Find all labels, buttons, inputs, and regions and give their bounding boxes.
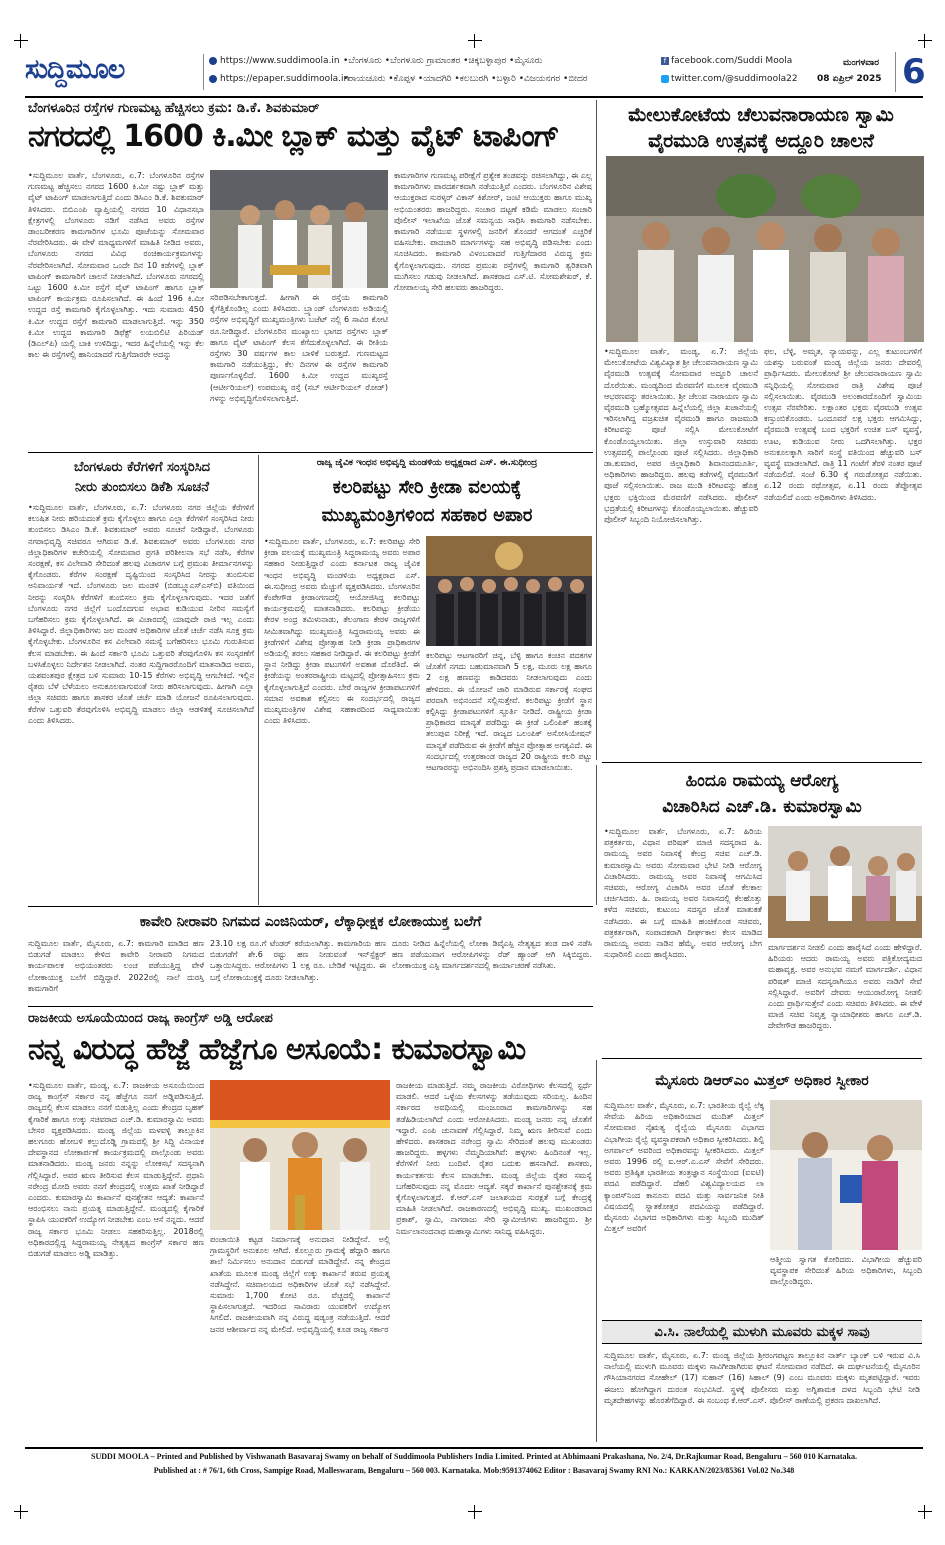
drm-photo (770, 1100, 922, 1250)
section-rule (28, 1006, 593, 1007)
column-divider (596, 100, 597, 760)
drm-headline: ಮೈಸೂರು ಡಿಆರ್‌ಎಂ ಮಿತ್ತಲ್ ಅಧಿಕಾರ ಸ್ವೀಕಾರ (655, 1073, 869, 1089)
imprint-line-1: SUDDI MOOLA – Printed and Published by Vishwanath Basavaraj Swamy on behalf of Suddimoola Publishers India Limited. Printed at Abhimaani Prakashana, No. 2/4, Dr.Rajkumar Road, Bengaluru – 560 010 Karnataka. (91, 1452, 857, 1461)
weekday: ಮಂಗಳವಾರ (843, 58, 880, 68)
melukote-headline-1: ಮೇಲುಕೋಟೆಯ ಚೆಲುವನಾರಾಯಣ ಸ್ವಾಮಿ (628, 104, 894, 126)
crop-mark (468, 34, 482, 48)
lead-headline: ನಗರದಲ್ಲಿ 1600 ಕಿ.ಮೀ ಬ್ಲಾಕ್ ಮತ್ತು ವೈಟ್ ಟಾಪಿಂಗ್ (28, 119, 559, 154)
issue-date: 08 ಏಪ್ರಿಲ್ 2025 (817, 74, 882, 84)
section-rule (28, 906, 593, 907)
hdk-kicker: ರಾಜಕೀಯ ಅಸೂಯೆಯಿಂದ ರಾಜ್ಯ ಕಾಂಗ್ರೆಸ್ ಅಡ್ಡಿ ಆರೋಪ (28, 1011, 273, 1026)
page-number: 6 (895, 52, 923, 92)
melukote-headline-2: ವೈರಮುಡಿ ಉತ್ಸವಕ್ಕೆ ಅದ್ದೂರಿ ಚಾಲನೆ (648, 130, 874, 152)
kaveri-body-col1: ಸುದ್ದಿಮೂಲ ವಾರ್ತೆ, ಮೈಸೂರು, ಏ.7: ಕಾಮಗಾರಿ ಮಾಡಿದ ಹಣ ಬಿಡುಗಡೆ ಮಾಡಲು ಕೇಳಿದ ಕಾವೇರಿ ನೀರಾವರಿ ನಿಗಮದ ಕಾರ್ಯಪಾಲಕ ಅಭಿಯಂತರರು ಲಂಚ ಪಡೆಯುತ್ತಿದ್ದ ವೇಳೆ ಲೋಕಾಯುಕ್ತ ಬಲೆಗೆ ಬಿದ್ದಿದ್ದಾರೆ. 2022ರಲ್ಲಿ ನಾಲೆ ದುರಸ್ತಿ ಕಾಮಗಾರಿಗೆ (28, 939, 204, 993)
crop-mark (14, 1505, 28, 1519)
melukote-body-col1: •ಸುದ್ದಿಮೂಲ ವಾರ್ತೆ, ಮಂಡ್ಯ, ಏ.7: ಜಿಲ್ಲೆಯ ಮೇಲುಕೋಟೆಯ ವಿಶ್ವವಿಖ್ಯಾತ ಶ್ರೀ ಚೆಲುವನಾರಾಯಣ ಸ್ವಾಮಿ ವೈರಮುಡಿ ಉತ್ಸವಕ್ಕೆ ಸೋಮವಾರ ಅದ್ದೂರಿ ಚಾಲನೆ ದೊರೆಯಿತು. ಮಂಡ್ಯದಿಂದ ಮೆರವಣಿಗೆ ಮೂಲಕ ವೈರಮುಡಿ ಆಭರಣವನ್ನು ತರಲಾಯಿತು. ಶ್ರೀ ಚೆಲುವ ನಾರಾಯಣ ಸ್ವಾಮಿ ವೈರಮುಡಿ ಬ್ರಹ್ಮೋತ್ಸವದ ಹಿನ್ನೆಲೆಯಲ್ಲಿ ಜಿಲ್ಲಾ ಖಜಾನೆಯಲ್ಲಿ ಇರಿಸಲಾಗಿದ್ದ ವಜ್ರಖಚಿತ ವೈರಮುಡಿ ಹಾಗೂ ರಾಜಮುಡಿ ಕಿರೀಟವನ್ನು ಪೂಜೆ ಸಲ್ಲಿಸಿ ಮೇಲುಕೋಟೆಗೆ ಕೊಂಡೊಯ್ಯಲಾಯಿತು. ಜಿಲ್ಲಾ ಉಸ್ತುವಾರಿ ಸಚಿವರು ಉತ್ಸವದಲ್ಲಿ ಪಾಲ್ಗೊಂಡು ಪೂಜೆ ಸಲ್ಲಿಸಿದರು. ಜಿಲ್ಲಾಧಿಕಾರಿ ಡಾ.ಕುಮಾರ, ಅಪರ ಜಿಲ್ಲಾಧಿಕಾರಿ ಶಿವಾನಂದಮೂರ್ತಿ, ಅಧಿಕಾರಿಗಳು ಹಾಜರಿದ್ದರು. ಹಲವು ಕಡೆಗಳಲ್ಲಿ ವೈರಮುಡಿಗೆ ಪೂಜೆ ಸಲ್ಲಿಸಲಾಯಿತು. ರಾಜ ಮುಡಿ ಕಿರೀಟವನ್ನು ಹೊತ್ತ ಭಕ್ತರು ಭಕ್ತಿಯಿಂದ ಮೆರವಣಿಗೆ ನಡೆಸಿದರು. ಪೊಲೀಸ್ ಭದ್ರತೆಯಲ್ಲಿ ಕಿರೀಟಗಳನ್ನು ಕೊಂಡೊಯ್ಯಲಾಯಿತು. ಹೆಚ್ಚುವರಿ ಪೊಲೀಸ್ ಸಿಬ್ಬಂದಿ ನಿಯೋಜಿಸಲಾಗಿತ್ತು. (604, 347, 758, 525)
city-editions-1: •ಬೆಂಗಳೂರು •ಬೆಂಗಳೂರು ಗ್ರಾಮಾಂತರ •ಚಿಕ್ಕಬಳ್ಳಾಪುರ •ಮೈಸೂರು (343, 56, 543, 66)
column-divider (596, 1060, 597, 1442)
hdk-body-col2: ಪಂಚಾಯಿತಿ ಕಟ್ಟಡ ನಿರ್ಮಾಣಕ್ಕೆ ಅನುದಾನ ನೀಡಿದ್ದೇನೆ. ಅಲ್ಲಿ ಗ್ರಾಮಸ್ಥರಿಗೆ ಅನುಕೂಲ ಆಗಿದೆ. ಕೊಲ್ಲೂರು ಗ್ರಾಮಕ್ಕೆ ಹೆದ್ದಾರಿ ಹಾಗೂ ಶಾಲೆ ನಿರ್ಮಿಸಲು ಅನುದಾನ ಬಿಡುಗಡೆ ಮಾಡಿದ್ದೇನೆ. ನನ್ನ ಕೇಂದ್ರದ ಖಾತೆಯ ಮೂಲಕ ಮಂಡ್ಯ ಜಿಲ್ಲೆಗೆ ಉಕ್ಕು ಕಾರ್ಖಾನೆ ತರುವ ಪ್ರಯತ್ನ ನಡೆಸಿದ್ದೇನೆ. ಸಚಿವಾಲಯದ ಅಧಿಕಾರಿಗಳ ಜೊತೆ ಸಭೆ ನಡೆಸಿದ್ದೇನೆ. ಸುಮಾರು 1,700 ಕೋಟಿ ರೂ. ವೆಚ್ಚದಲ್ಲಿ ಕಾರ್ಖಾನೆ ಸ್ಥಾಪಿಸಲಾಗುತ್ತದೆ. ಇದರಿಂದ ಸಾವಿರಾರು ಯುವಕರಿಗೆ ಉದ್ಯೋಗ ಸಿಗಲಿದೆ. ರಾಜಕೀಯವಾಗಿ ನನ್ನ ವಿರುದ್ಧ ಷಡ್ಯಂತ್ರ ನಡೆಯುತ್ತಿದೆ. ಆದರೆ ಜನರ ಆಶೀರ್ವಾದ ನನ್ನ ಮೇಲಿದೆ. ಅಭಿವೃದ್ಧಿಯಲ್ಲಿ ಕೂಡ ರಾಜ್ಯ ಸರ್ಕಾರ (210, 1235, 390, 1334)
sports-headline-2: ಮುಖ್ಯಮಂತ್ರಿಗಳಿಂದ ಸಹಕಾರ ಅಪಾರ (321, 505, 533, 526)
vc-box (602, 1320, 922, 1442)
crop-mark (14, 34, 28, 48)
drm-photo-art (770, 1100, 922, 1250)
masthead-rule (25, 96, 923, 98)
kaveri-headline: ಕಾವೇರಿ ನೀರಾವರಿ ನಿಗಮದ ಎಂಜಿನಿಯರ್, ಲೆಕ್ಕಾಧೀಕ್ಷಕ ಲೋಕಾಯುಕ್ತ ಬಲೆಗೆ (139, 914, 482, 930)
lakes-headline-1: ಬೆಂಗಳೂರು ಕೆರೆಗಳಿಗೆ ಸಂಸ್ಕರಿಸಿದ (73, 460, 210, 475)
kaveri-body-col3: ದೂರು ನೀಡಿದ ಹಿನ್ನೆಲೆಯಲ್ಲಿ ಲೋಕಾ ಡಿವೈಎಸ್ಪಿ ನೇತೃತ್ವದ ತಂಡ ದಾಳಿ ನಡೆಸಿ ಹಣ ಪಡೆಯುವಾಗ ಆರೋಪಿಗಳನ್ನು ರೆಡ್ ಹ್ಯಾಂಡ್ ಆಗಿ ಸಿಕ್ಕಿಬಿದ್ದರು. ಲೋಕಾಯುಕ್ತ ಎಸ್ಪಿ ಮಾರ್ಗದರ್ಶನದಲ್ಲಿ ಕಾರ್ಯಾಚರಣೆ ನಡೆಸಿತು. (392, 939, 592, 971)
melukote-photo-art (606, 156, 924, 342)
column-divider (596, 765, 597, 905)
hdk-photo-art (210, 1080, 390, 1230)
facebook-icon: f (661, 57, 669, 65)
twitter-icon (661, 75, 669, 83)
column-divider (258, 455, 259, 905)
hd-headline-2: ವಿಚಾರಿಸಿದ ಎಚ್.ಡಿ. ಕುಮಾರಸ್ವಾಮಿ (662, 797, 862, 817)
hd-photo (768, 826, 922, 938)
crop-mark (918, 34, 932, 48)
website-link[interactable]: https://www.suddimoola.in (209, 56, 340, 66)
city-editions-2: •ರಾಯಚೂರು •ಕೊಪ್ಪಳ •ಯಾದಗಿರಿ •ಕಲಬುರಗಿ •ಬಳ್ಳಾರಿ •ವಿಜಯನಗರ •ಬೀದರ (343, 74, 588, 84)
epaper-link[interactable]: https://epaper.suddimoola.in (209, 74, 349, 84)
hdk-body-col3: ರಾಜಕೀಯ ಮಾಡುತ್ತಿದೆ. ನಮ್ಮ ರಾಜಕೀಯ ವಿರೋಧಿಗಳು ಕೆಲಸದಲ್ಲಿ ಸ್ಪರ್ಧೆ ಮಾಡಲಿ. ಆದರೆ ಒಳ್ಳೆಯ ಕೆಲಸಗಳನ್ನು ತಡೆಯುವುದು ಸರಿಯಲ್ಲ. ಹಿಂದಿನ ಸರ್ಕಾರದ ಅವಧಿಯಲ್ಲಿ ಮಂಜೂರಾದ ಕಾಮಗಾರಿಗಳನ್ನು ಸಹ ತಡೆಹಿಡಿಯಲಾಗಿದೆ ಎಂದು ಆರೋಪಿಸಿದರು. ಮಂಡ್ಯ ಜನರು ನನ್ನ ಜೊತೆಗೆ ಇದ್ದಾರೆ. ಎಂಪಿ ಚುನಾವಣೆ ಗೆಲ್ಲಿಸಿದ್ದಾರೆ. ನಿಮ್ಮ ಋಣ ತೀರಿಸುವೆ ಎಂದು ಹೇಳಿದರು. ಶಾಸಕರಾದ ನರೇಂದ್ರ ಸ್ವಾಮಿ ಸೇರಿದಂತೆ ಹಲವು ಮುಖಂಡರು ಹಾಜರಿದ್ದರು. ಹಳ್ಳಗಳು ನೆಮ್ಮದಿಯಾಗಿವೆ: ಹಳ್ಳಗಳು ಹಿಂದಿನಂತೆ ಇಲ್ಲ. ಕೆರೆಗಳಿಗೆ ನೀರು ಬಂದಿವೆ. ರೈತರ ಬದುಕು ಹಸನಾಗಿದೆ. ಶಾಸಕರು, ಕಾರ್ಯಕರ್ತರು ಕೆಲಸ ಮಾಡಬೇಕು. ಮಂಡ್ಯ ಜಿಲ್ಲೆಯ ರೈತರ ಸಮಸ್ಯೆ ಬಗೆಹರಿಸುವುದು ನನ್ನ ಮೊದಲ ಆದ್ಯತೆ. ಸಕ್ಕರೆ ಕಾರ್ಖಾನೆ ಪುನಶ್ಚೇತನಕ್ಕೆ ಕ್ರಮ ಕೈಗೊಳ್ಳಲಾಗುತ್ತದೆ. ಕೆ.ಆರ್.ಎಸ್ ಜಲಾಶಯದ ಸುರಕ್ಷತೆ ಬಗ್ಗೆ ಕೇಂದ್ರಕ್ಕೆ ಮಾಹಿತಿ ನೀಡಲಾಗಿದೆ. ರಾಜಕಾರಣದಲ್ಲಿ ಅಭಿವೃದ್ಧಿ ಮುಖ್ಯ. ಮುಖಂಡರಾದ ಪ್ರಕಾಶ್, ಸ್ವಾಮಿ, ನಾಗರಾಜು ಸೇರಿ ಸ್ವಾಮೀಜಿಗಳು ಹಾಜರಿದ್ದರು. ಶ್ರೀ ನಿರ್ಮಲಾನಂದನಾಥ ಮಹಾಸ್ವಾಮಿಗಳು ಸಾನಿಧ್ಯ ವಹಿಸಿದ್ದರು. (396, 1081, 592, 1236)
facebook-link[interactable]: f facebook.com/Suddi Moola (661, 56, 792, 66)
section-rule (602, 1058, 922, 1059)
twitter-link[interactable]: twitter.com/@suddimoola22 (661, 74, 798, 84)
sports-headline-1: ಕಲರಿಪಟ್ಟು ಸೇರಿ ಕ್ರೀಡಾ ವಲಯಕ್ಕೆ (332, 477, 522, 498)
melukote-photo (606, 156, 924, 342)
imprint-line-2: Published at : # 76/1, 6th Cross, Sampige Road, Malleswaram, Bengaluru – 560 003. Karnataka. Mob:9591374062 Editor : Basavaraj Swamy RNI No.: KARKAN/2023/85361 Vol.02 No.348 (153, 1466, 795, 1475)
sports-body-col2: ಕಲರಿಪಟ್ಟು ಆಟಗಾರರಿಗೆ ಚಿನ್ನ, ಬೆಳ್ಳಿ ಹಾಗೂ ಕಂಚಿನ ಪದಕಗಳ ಜೊತೆಗೆ ನಗದು ಬಹುಮಾನವಾಗಿ 5 ಲಕ್ಷ, ಮೂರು ಲಕ್ಷ ಹಾಗೂ 2 ಲಕ್ಷ ಹಣವನ್ನು ಕಾಡಿದವರು ನೀಡಲಾಗುವುದು ಎಂದು ಹೇಳಿದರು. ಈ ಯೋಜನೆ ಜಾರಿ ಮಾಡಿರುವ ಸರ್ಕಾರಕ್ಕೆ ಸಂಘದ ಪರವಾಗಿ ಅಭಿನಂದನೆ ಸಲ್ಲಿಸುತ್ತೇವೆ. ಕಲರಿಪಟ್ಟು ಕ್ರೀಡೆಗೆ ಸ್ಥಾನ ಕಲ್ಪಿಸಿದ್ದು ಕ್ರೀಡಾಪಟುಗಳಿಗೆ ಸ್ಪೂರ್ತಿ ನೀಡಿದೆ. ರಾಷ್ಟ್ರೀಯ ಕ್ರೀಡಾ ಪ್ರಾಧಿಕಾರದ ಮಾನ್ಯತೆ ಪಡೆದಿದ್ದು ಈ ಕ್ರೀಡೆ ಒಲಿಂಪಿಕ್ ಹಂತಕ್ಕೆ ತಲುಪುವ ನಿರೀಕ್ಷೆ ಇದೆ. ರಾಜ್ಯದ ಒಲಂಪಿಕ್ ಅಸೋಸಿಯೇಷನ್ ಮಾನ್ಯತೆ ಪಡೆದಿರುವ ಈ ಕ್ರೀಡೆಗೆ ಹೆಚ್ಚಿನ ಪ್ರೋತ್ಸಾಹ ಅಗತ್ಯವಿದೆ. ಈ ಸಂದರ್ಭದಲ್ಲಿ ಉತ್ತರಕಾಂಡ ರಾಜ್ಯದ 20 ರಾಷ್ಟ್ರೀಯ ಕಲರಿ ಪಟ್ಟು ಆಟಗಾರರನ್ನು ಅಭಿನಂದಿಸಿ ಪ್ರಶಸ್ತಿ ಪ್ರದಾನ ಮಾಡಲಾಯಿತು. (426, 651, 592, 773)
section-rule (602, 762, 922, 763)
lead-body-col3: ಕಾಮಗಾರಿಗಳ ಗುಣಮಟ್ಟ ಪರೀಕ್ಷೆಗೆ ಪ್ರತ್ಯೇಕ ತಂಡವನ್ನು ರಚಿಸಲಾಗಿದ್ದು, ಈ ಎಲ್ಲ ಕಾಮಗಾರಿಗಳು ಪಾರದರ್ಶಕವಾಗಿ ನಡೆಯುತ್ತಿವೆ ಎಂದರು. ಬೆಂಗಳೂರಿನ ವಿಶೇಷ ಆಯುಕ್ತರಾದ ಸುರಳ್ಕರ್ ವಿಕಾಸ್ ಕಿಶೋರ್, ಜಂಟಿ ಆಯುಕ್ತರು ಹಾಗೂ ಮುಖ್ಯ ಅಭಿಯಂತರರು ಹಾಜರಿದ್ದರು. ಸಂಚಾರ ದಟ್ಟಣೆ ಕಡಿಮೆ ಮಾಡಲು ಸಂಚಾರಿ ಪೊಲೀಸ್ ಇಲಾಖೆಯ ಜೊತೆ ಸಮನ್ವಯ ಸಾಧಿಸಿ ಕಾಮಗಾರಿ ನಡೆಸಬೇಕು. ಕಾಮಗಾರಿ ನಡೆಯುವ ಸ್ಥಳಗಳಲ್ಲಿ ಜನರಿಗೆ ತೊಂದರೆ ಆಗದಂತೆ ಎಚ್ಚರಿಕೆ ವಹಿಸಬೇಕು. ಪಾದಚಾರಿ ಮಾರ್ಗಗಳನ್ನು ಸಹ ಅಭಿವೃದ್ಧಿ ಪಡಿಸಬೇಕು ಎಂದು ಸೂಚಿಸಿದರು. ಕಾಮಗಾರಿ ವಿಳಂಬವಾದರೆ ಗುತ್ತಿಗೆದಾರರ ವಿರುದ್ಧ ಕ್ರಮ ಕೈಗೊಳ್ಳಲಾಗುವುದು. ನಗರದ ಪ್ರಮುಖ ರಸ್ತೆಗಳಲ್ಲಿ ಕಾಮಗಾರಿ ತ್ವರಿತವಾಗಿ ಮುಗಿಸಲು ಗಡುವು ನೀಡಲಾಗಿದೆ. ಶಾಸಕರಾದ ಎಸ್.ಟಿ. ಸೋಮಶೇಖರ್, ಕೆ. ಗೋಪಾಲಯ್ಯ ಸೇರಿ ಹಲವರು ಹಾಜರಿದ್ದರು. (394, 171, 592, 293)
crop-mark (468, 1505, 482, 1519)
sports-kicker: ರಾಜ್ಯ ಜೈವಿಕ ಇಂಧನ ಅಭಿವೃದ್ಧಿ ಮಂಡಳಿಯ ಅಧ್ಯಕ್ಷರಾದ ಎಸ್. ಈ.ಸುಧೀಂದ್ರ (316, 458, 538, 468)
crop-mark (918, 1505, 932, 1519)
lead-kicker: ಬೆಂಗಳೂರಿನ ರಸ್ತೆಗಳ ಗುಣಮಟ್ಟ ಹೆಚ್ಚಿಸಲು ಕ್ರಮ: ಡಿ.ಕೆ. ಶಿವಕುಮಾರ್ (28, 101, 320, 116)
sports-body-col1: •ಸುದ್ದಿಮೂಲ ವಾರ್ತೆ, ಬೆಂಗಳೂರು, ಏ.7: ಕಲರಿಪಟ್ಟು ಸೇರಿ ಕ್ರೀಡಾ ವಲಯಕ್ಕೆ ಮುಖ್ಯಮಂತ್ರಿ ಸಿದ್ದರಾಮಯ್ಯ ಅವರು ಅಪಾರ ಸಹಕಾರ ನೀಡುತ್ತಿದ್ದಾರೆ ಎಂದು ಕರ್ನಾಟಕ ರಾಜ್ಯ ಜೈವಿಕ ಇಂಧನ ಅಭಿವೃದ್ಧಿ ಮಂಡಳಿಯ ಅಧ್ಯಕ್ಷರಾದ ಎಸ್. ಈ.ಸುಧೀಂದ್ರ ಅವರು ಮೆಚ್ಚುಗೆ ವ್ಯಕ್ತಪಡಿಸಿದರು. ಬೆಂಗಳೂರಿನ ಕೆಂಪೇಗೌಡ ಕ್ರೀಡಾಂಗಣದಲ್ಲಿ ಆಯೋಜಿಸಿದ್ದ ಕಲರಿಪಟ್ಟು ಕಾರ್ಯಕ್ರಮದಲ್ಲಿ ಮಾತನಾಡಿದರು. ಕಲರಿಪಟ್ಟು ಕ್ರೀಡೆಯು ಕೇರಳ ಅಂಧ್ರ ತಮಿಳುನಾಡು, ತೆಲಂಗಾಣ ಕೇರಳ ರಾಜ್ಯಗಳಿಗೆ ಸೀಮಿತವಾಗಿದ್ದು ಮುಖ್ಯಮಂತ್ರಿ ಸಿದ್ದರಾಮಯ್ಯ ಅವರು ಈ ಕ್ರೀಡೆಗಳಿಗೆ ವಿಶೇಷ ಪ್ರೋತ್ಸಾಹ ನೀಡಿ ಕ್ರೀಡಾ ಪ್ರಾಧಿಕಾರಗಳ ಅಡಿಯಲ್ಲಿ ತರಲು ಸಹಕಾರ ನೀಡಿದ್ದಾರೆ. ಈ ಕಲರಿಪಟ್ಟು ಕ್ರೀಡೆಗೆ ಸ್ಥಾನ ನೀಡಿದ್ದು ಕ್ರೀಡಾ ಪಟುಗಳಿಗೆ ಅವಕಾಶ ದೊರೆತಿದೆ. ಈ ಕ್ರೀಡೆಯನ್ನು ಅಂತರರಾಷ್ಟ್ರೀಯ ಮಟ್ಟದಲ್ಲಿ ಪ್ರೋತ್ಸಾಹಿಸಲು ಕ್ರಮ ಕೈಗೊಳ್ಳಲಾಗುತ್ತಿದೆ ಎಂದರು. ಬೇರೆ ರಾಜ್ಯಗಳ ಕ್ರೀಡಾಪಟುಗಳಿಗೆ ಸಮಾನ ಅವಕಾಶ ಕಲ್ಪಿಸಲು ಈ ಸಂದರ್ಭದಲ್ಲಿ ರಾಜ್ಯದ ಮುಖ್ಯಮಂತ್ರಿಗಳ ವಿಶೇಷ ಸಹಕಾರದಿಂದ ಸಾಧ್ಯವಾಯಿತು ಎಂದು ತಿಳಿಸಿದರು. (264, 537, 420, 726)
lead-photo (210, 170, 388, 288)
hd-headline-1: ಹಿಂದೂ ರಾಮಯ್ಯ ಆರೋಗ್ಯ (685, 771, 839, 791)
hdk-photo (210, 1080, 390, 1230)
kaveri-body-col2: 23.10 ಲಕ್ಷ ರೂ.ಗೆ ಟೆಂಡರ್ ಕರೆಯಲಾಗಿತ್ತು. ಕಾಮಗಾರಿಯ ಹಣ ಬಿಡುಗಡೆಗೆ ಶೇ.6 ರಷ್ಟು ಹಣ ನೀಡುವಂತೆ ಇನ್‌ಸ್ಪೆಕ್ಟರ್ ಒತ್ತಾಯಿಸಿದ್ದರು. ಆರೋಪಿಗಳು 1 ಲಕ್ಷ ರೂ. ಬೇಡಿಕೆ ಇಟ್ಟಿದ್ದರು. ಈ ಬಗ್ಗೆ ಲೋಕಾಯುಕ್ತಕ್ಕೆ ದೂರು ನೀಡಲಾಗಿತ್ತು. (210, 939, 386, 982)
section-rule (28, 452, 593, 453)
hd-body-col2: ಮಾರ್ಗದರ್ಶನ ನೀಡಲಿ ಎಂದು ಹಾರೈಸಿದೆ ಎಂದು ಹೇಳಿದ್ದಾರೆ. ಹಿರಿಯರು ಆದರು ರಾಮಯ್ಯ ಅವರು ಪತ್ರಿಕೋದ್ಯಮದ ಮಹಾವೃಕ್ಷ. ಅವರ ಅನುಭವ ನಮಗೆ ಮಾರ್ಗದರ್ಶಿ. ವಿಧಾನ ಪರಿಷತ್ ಮಾಜಿ ಸದಸ್ಯರಾಗಿಯೂ ಅವರು ನಾಡಿಗೆ ಸೇವೆ ಸಲ್ಲಿಸಿದ್ದಾರೆ. ಅವರಿಗೆ ದೇವರು ಆಯುರಾರೋಗ್ಯ ನೀಡಲಿ ಎಂದು ಪ್ರಾರ್ಥಿಸುತ್ತೇನೆ ಎಂದು ಸಚಿವರು ತಿಳಿಸಿದರು. ಈ ವೇಳೆ ಮಾಜಿ ಸಚಿವ ನಿವೃತ್ತ ನ್ಯಾಯಾಧೀಶರು ಹಾಗೂ ಎಚ್.ಡಿ. ದೇವೇಗೌಡ ಹಾಜರಿದ್ದರು. (768, 943, 922, 1031)
lakes-body: •ಸುದ್ದಿಮೂಲ ವಾರ್ತೆ, ಬೆಂಗಳೂರು, ಏ.7: ಬೆಂಗಳೂರು ನಗರ ಜಿಲ್ಲೆಯ ಕೆರೆಗಳಿಗೆ ಕಲುಷಿತ ನೀರು ಹರಿಯದಂತೆ ಕ್ರಮ ಕೈಗೊಳ್ಳಲು ಹಾಗೂ ಎಲ್ಲಾ ಕೆರೆಗಳಿಗೆ ಸಂಸ್ಕರಿಸಿದ ನೀರು ತುಂಬಿಸಲು ಡಿಸಿಎಂ ಡಿ.ಕೆ. ಶಿವಕುಮಾರ್ ಅವರು ಸೂಚನೆ ನೀಡಿದ್ದಾರೆ. ಬೆಂಗಳೂರು ನಗರಾಭಿವೃದ್ಧಿ ಸಚಿವರೂ ಆಗಿರುವ ಡಿ.ಕೆ. ಶಿವಕುಮಾರ್ ಅವರು ಬೆಂಗಳೂರು ನಗರ ಜಿಲ್ಲಾಧಿಕಾರಿಗಳ ಕಚೇರಿಯಲ್ಲಿ ಸೋಮವಾರ ಪ್ರಗತಿ ಪರಿಶೀಲನಾ ಸಭೆ ನಡೆಸಿ, ಕೆರೆಗಳ ಸಂರಕ್ಷಣೆ, ಕಸ ವಿಲೇವಾರಿ ಸೇರಿದಂತೆ ಹಲವು ವಿಚಾರಗಳ ಬಗ್ಗೆ ಪ್ರಮುಖ ತೀರ್ಮಾನಗಳನ್ನು ಕೈಗೊಂಡರು. ಕೆರೆಗಳ ಸಂರಕ್ಷಣೆ ದೃಷ್ಟಿಯಿಂದ ಸಂಸ್ಕರಿಸಿದ ನೀರನ್ನು ತುಂಬಿಸುವ ಅನಿವಾರ್ಯತೆ ಇದೆ. ಬೆಂಗಳೂರು ಜಲ ಮಂಡಳಿ (ಬಿಡಬ್ಲ್ಯೂಎಸ್‌ಎಸ್‌ಬಿ) ವತಿಯಿಂದ ನೀರನ್ನು ಸಂಸ್ಕರಿಸಿ ಕೆರೆಗಳಿಗೆ ತುಂಬಿಸಲು ಕ್ರಮ ಕೈಗೊಳ್ಳಲಾಗುವುದು. ಇದರ ಜತೆಗೆ ಬೆಂಗಳೂರು ನಗರ ಜಿಲ್ಲೆಗೆ ಬಂದೊದಗುವ ಅಭಾವ ಕುಡಿಯುವ ನೀರಿನ ಸಮಸ್ಯೆಗೆ ಬಗೆಹರಿಸಲು ಕ್ರಮ ಕೈಗೊಳ್ಳಲಾಗಿದೆ. ಈ ವಿಚಾರದಲ್ಲಿ ಯಾವುದೇ ರಾಜಿ ಇಲ್ಲ ಎಂದು ತಿಳಿಸಿದ್ದಾರೆ. ಜಿಲ್ಲಾಧಿಕಾರಿಗಳು ಜಲ ಮಂಡಳಿ ಅಧಿಕಾರಿಗಳ ಜೊತೆ ಚರ್ಚೆ ನಡೆಸಿ ಸೂಕ್ತ ಕ್ರಮ ಕೈಗೊಳ್ಳಬೇಕು. ಬೆಂಗಳೂರಿನ ಕಸ ವಿಲೇವಾರಿ ಸಮಸ್ಯೆ ಬಗೆಹರಿಸಲು ಭೂಮಿ ಗುರುತಿಸುವ ಕೆಲಸ ಮಾಡಬೇಕು. ಈ ಹಿಂದೆ ಸರ್ಕಾರಿ ಭೂಮಿ ಒತ್ತುವರಿ ತೆರವುಗೊಳಿಸಿ ಕಸ ಸಂಸ್ಕರಣೆಗೆ ಬಳಸಿಕೊಳ್ಳಲು ನಿರ್ದೇಶನ ನೀಡಲಾಗಿದೆ. ನಂತರ ಸುದ್ದಿಗಾರರೊಂದಿಗೆ ಮಾತನಾಡಿದ ಅವರು, ಯಶವಂತಪುರ ಕ್ಷೇತ್ರದ ಬಳಿ ಸುಮಾರು 10-15 ಕೆರೆಗಳು ಅಭಿವೃದ್ಧಿ ಆಗಬೇಕಿದೆ. ಇಲ್ಲಿನ ರೈತರು ಬೆಳೆ ಬೆಳೆಯಲು ಅನುಕೂಲವಾಗುವಂತೆ ನೀರು ಹರಿಸಲಾಗುವುದು. ಹೀಗಾಗಿ ಎಲ್ಲಾ ಜಿಲ್ಲಾ ಸಚಿವರು ಹಾಗೂ ಶಾಸಕರ ಜೊತೆ ಚರ್ಚೆ ಮಾಡಿ ಯೋಜನೆ ರೂಪಿಸಲಾಗುವುದು. ಕೆರೆಗಳ ಒತ್ತುವರಿ ತೆರವುಗೊಳಿಸಿ ಅಭಿವೃದ್ಧಿ ಮಾಡಲು ಜಿಲ್ಲಾ ಆಡಳಿತಕ್ಕೆ ಸೂಚಿಸಲಾಗಿದೆ ಎಂದು ತಿಳಿಸಿದರು. (28, 503, 254, 725)
lead-body-col2: ಸರಿಪಡಿಸಬೇಕಾಗುತ್ತದೆ. ಹೀಗಾಗಿ ಈ ರಸ್ತೆಯ ಕಾಮಗಾರಿ ಕೈಗೆತ್ತಿಕೊಂಡಿಲ್ಲ ಎಂದು ತಿಳಿಸಿದರು. ಬ್ರ್ಯಾಂಡ್ ಬೆಂಗಳೂರು ಅಡಿಯಲ್ಲಿ ರಸ್ತೆಗಳ ಅಭಿವೃದ್ಧಿಗೆ ಮುಖ್ಯಮಂತ್ರಿಗಳು ಬಜೆಟ್ ನಲ್ಲಿ 6 ಸಾವಿರ ಕೋಟಿ ರೂ.ನೀಡಿದ್ದಾರೆ. ಬೆಂಗಳೂರಿನ ಮುಖ್ಯಾಲು ಭಾಗದ ರಸ್ತೆಗಳು ಬ್ಲಾಕ್ ಹಾಗೂ ವೈಟ್ ಟಾಪಿಂಗ್ ಕೆಲಸ ಕೆಗೆದುಕೊಳ್ಳಲಾಗಿದೆ. ಈ ರೀತಿಯ ರಸ್ತೆಗಳು 30 ವರ್ಷಗಳ ಕಾಲ ಬಾಳಿಕೆ ಬರುತ್ತದೆ. ಗುಣಮಟ್ಟದ ಕಾಮಗಾರಿ ನಡೆಯುತ್ತಿದ್ದು, ಕೆಲ ದಿನಗಳ ಈ ರಸ್ತೆಗಳ ಕಾಮಗಾರಿ ಪೂರ್ಣಗೊಳ್ಳಲಿದೆ. 1600 ಕಿ.ಮೀ ಉದ್ದದ ಮುಖ್ಯರಸ್ತೆ (ಆರ್ಟೀರಿಯಲ್) ಉಪಮುಖ್ಯ ರಸ್ತೆ (ಸಬ್ ಆರ್ಟೀರಿಯಲ್ ರೋಡ್) ಗಳನ್ನು ಅಭಿವೃದ್ಧಿಗೊಳಿಸಲಾಗುತ್ತಿದೆ. (210, 293, 388, 403)
hd-body-col1: •ಸುದ್ದಿಮೂಲ ವಾರ್ತೆ, ಬೆಂಗಳೂರು, ಏ.7: ಹಿರಿಯ ಪತ್ರಕರ್ತರು, ವಿಧಾನ ಪರಿಷತ್ ಮಾಜಿ ಸದಸ್ಯರಾದ ಹಿ. ರಾಮಯ್ಯ ಅವರ ನಿವಾಸಕ್ಕೆ ಕೇಂದ್ರ ಸಚಿವ ಎಚ್.ಡಿ. ಕುಮಾರಸ್ವಾಮಿ ಅವರು ಸೋಮವಾರ ಭೇಟಿ ನೀಡಿ ಆರೋಗ್ಯ ವಿಚಾರಿಸಿದರು. ರಾಮಯ್ಯ ಅವರ ನಿವಾಸಕ್ಕೆ ಆಗಮಿಸಿದ ಸಚಿವರು, ಆರೋಗ್ಯ ವಿಚಾರಿಸಿ ಅವರ ಜೊತೆ ಕೆಲಕಾಲ ಚರ್ಚಿಸಿದರು. ಹಿ. ರಾಮಯ್ಯ ಅವರ ನಿವಾಸದಲ್ಲಿ ಕೆಲಹೊತ್ತು ಕಳೆದ ಸಚಿವರು, ಕುಟುಂಬ ಸದಸ್ಯರ ಜೊತೆ ಮಾತುಕತೆ ನಡೆಸಿದರು. ಈ ಬಗ್ಗೆ ಮಾಹಿತಿ ಹಂಚಿಕೊಂಡ ಸಚಿವರು, ಪತ್ರಕರ್ತರಾಗಿ, ಸಂಪಾದಕರಾಗಿ ದೀರ್ಘಕಾಲ ಕೆಲಸ ಮಾಡಿದ ರಾಮಯ್ಯ ಅವರು ನಾಡಿನ ಹೆಮ್ಮೆ. ಅವರ ಆರೋಗ್ಯ ಬೇಗ ಸುಧಾರಿಸಲಿ ಎಂದು ಹಾರೈಸಿದರು. (604, 827, 762, 960)
sports-photo-art (426, 536, 592, 646)
hdk-body-col1: •ಸುದ್ದಿಮೂಲ ವಾರ್ತೆ, ಮಂಡ್ಯ, ಏ.7: ರಾಜಕೀಯ ಅಸೂಯೆಯಿಂದ ರಾಜ್ಯ ಕಾಂಗ್ರೆಸ್ ಸರ್ಕಾರ ನನ್ನ ಹೆಜ್ಜೆಗೂ ನನಗೆ ಅಡ್ಡಿಪಡಿಸುತ್ತಿದೆ. ರಾಜ್ಯದಲ್ಲಿ ಕೆಲಸ ಮಾಡಲು ನನಗೆ ಬಿಡುತ್ತಿಲ್ಲ ಎಂದು ಕೇಂದ್ರದ ಬೃಹತ್ ಕೈಗಾರಿಕೆ ಹಾಗೂ ಉಕ್ಕು ಸಚಿವರಾದ ಎಚ್.ಡಿ. ಕುಮಾರಸ್ವಾಮಿ ಅವರು ಬೇಸರ ವ್ಯಕ್ತಪಡಿಸಿದರು. ಮಂಡ್ಯ ಜಿಲ್ಲೆಯ ಮಳವಳ್ಳಿ ತಾಲ್ಲೂಕಿನ ಹಲಗೂರು ಹೋಬಳಿ ಕಲ್ಲುದೊಡ್ಡಿ ಗ್ರಾಮದಲ್ಲಿ ಶ್ರೀ ಸಿದ್ದಿ ವಿನಾಯಕ ದೇವಸ್ಥಾನದ ಲೋಕಾರ್ಪಣೆ ಕಾರ್ಯಕ್ರಮದಲ್ಲಿ ಪಾಲ್ಗೊಂಡು ಅವರು ಮಾತನಾಡಿದರು. ಮಂಡ್ಯ ಜನರು ನನ್ನನ್ನು ಲೋಕಸಭೆ ಸದಸ್ಯನಾಗಿ ಗೆಲ್ಲಿಸಿದ್ದಾರೆ. ಅವರ ಋಣ ತೀರಿಸುವ ಕೆಲಸ ಮಾಡುತ್ತಿದ್ದೇನೆ. ಪ್ರಧಾನಿ ನರೇಂದ್ರ ಮೋದಿ ಅವರು ನನಗೆ ಕೇಂದ್ರದಲ್ಲಿ ಉತ್ತಮ ಖಾತೆ ನೀಡಿದ್ದಾರೆ ಎಂದರು. ಕುಮಾರಸ್ವಾಮಿ ಕಾರ್ಖಾನೆ ಪುನಶ್ಚೇತನ ಆದ್ಯತೆ: ಕಾರ್ಖಾನೆ ಆರಂಭಿಸಲು ನಾನು ಪ್ರಯತ್ನ ಮಾಡುತ್ತಿದ್ದೇನೆ. ಮಂಡ್ಯದಲ್ಲಿ ಕೈಗಾರಿಕೆ ಸ್ಥಾಪಿಸಿ ಯುವಕರಿಗೆ ಉದ್ಯೋಗ ನೀಡಬೇಕು ಎಂಬ ಆಸೆ ನನ್ನದು. ಆದರೆ ರಾಜ್ಯ ಸರ್ಕಾರ ಭೂಮಿ ನೀಡಲು ಸಹಕರಿಸುತ್ತಿಲ್ಲ. 2018ರಲ್ಲಿ ಅಧಿಕಾರದಲ್ಲಿದ್ದ ಸಿದ್ದರಾಮಯ್ಯ ನೇತೃತ್ವದ ಕಾಂಗ್ರೆಸ್ ಸರ್ಕಾರ ಹಣ ಬಿಡುಗಡೆ ಮಾಡಲು ಅಡ್ಡಿ ಮಾಡಿತ್ತು. (28, 1081, 204, 1259)
footer (25, 1452, 923, 1486)
sports-photo (426, 536, 592, 646)
globe-icon (209, 75, 217, 83)
hdk-headline: ನನ್ನ ವಿರುದ್ಧ ಹೆಜ್ಜೆ ಹೆಜ್ಜೆಗೂ ಅಸೂಯೆ: ಕುಮಾರಸ್ವಾಮಿ (28, 1032, 526, 1067)
newspaper-logo: ಸುದ್ದಿಮೂಲ (25, 54, 125, 85)
masthead-divider (203, 54, 204, 90)
vc-body: ಸುದ್ದಿಮೂಲ ವಾರ್ತೆ, ಮೈಸೂರು, ಏ.7: ಮಂಡ್ಯ ಜಿಲ್ಲೆಯ ಶ್ರೀರಂಗಪಟ್ಟಣ ತಾಲ್ಲೂಕಿನ ನಾರ್ತ್ ಬ್ಯಾಂಕ್ ಬಳಿ ಇರುವ ವಿ.ಸಿ ನಾಲೆಯಲ್ಲಿ ಮುಳುಗಿ ಮೂವರು ಮಕ್ಕಳು ಸಾವಿಗೀಡಾಗಿರುವ ಘಟನೆ ಸೋಮವಾರ ನಡೆದಿದೆ. ಈ ದುರ್ಘಟನೆಯಲ್ಲಿ ಮೈಸೂರಿನ ಗೌಸಿಯಾನಗರದ ಸೋಹೇಲ್ (17) ಸುಹಾನ್ (16) ಸಿಹಾಲ್ (9) ಎಂಬ ಮೂವರು ಮಕ್ಕಳು ಮೃತಪಟ್ಟಿದ್ದಾರೆ. ಇವರು ಈಜಲು ಹೋಗಿದ್ದಾಗ ದುರಂತ ಸಂಭವಿಸಿದೆ. ಸ್ಥಳಕ್ಕೆ ಪೊಲೀಸರು ಮತ್ತು ಅಗ್ನಿಶಾಮಕ ದಳದ ಸಿಬ್ಬಂದಿ ಭೇಟಿ ನೀಡಿ ಮೃತದೇಹಗಳನ್ನು ಹೊರತೆಗೆದಿದ್ದಾರೆ. ಈ ಸಂಬಂಧ ಕೆ.ಆರ್.ಎಸ್. ಪೊಲೀಸ್ ಠಾಣೆಯಲ್ಲಿ ಪ್ರಕರಣ ದಾಖಲಾಗಿದೆ. (604, 1351, 920, 1405)
drm-body-col2: ಆತ್ಮೀಯ ಸ್ವಾಗತ ಕೋರಿದರು. ವಿಭಾಗೀಯ ಹೆಚ್ಚುವರಿ ವ್ಯವಸ್ಥಾಪಕ ಸೇರಿದಂತೆ ಹಿರಿಯ ಅಧಿಕಾರಿಗಳು, ಸಿಬ್ಬಂದಿ ಪಾಲ್ಗೊಂಡಿದ್ದರು. (770, 1255, 922, 1287)
drm-body-col1: ಸುದ್ದಿಮೂಲ ವಾರ್ತೆ, ಮೈಸೂರು, ಏ.7: ಭಾರತೀಯ ರೈಲ್ವೆ ಲೆಕ್ಕ ಸೇವೆಯ ಹಿರಿಯ ಅಧಿಕಾರಿಯಾದ ಮುದಿತ್ ಮಿತ್ತಲ್ ಸೋಮವಾರ ನೈಋತ್ಯ ರೈಲ್ವೆಯ ಮೈಸೂರು ವಿಭಾಗದ ವಿಭಾಗೀಯ ರೈಲ್ವೆ ವ್ಯವಸ್ಥಾಪಕರಾಗಿ ಅಧಿಕಾರ ಸ್ವೀಕರಿಸಿದರು. ಶಿಲ್ಪಿ ಅಗರ್ವಾಲ್ ಅವರಿಂದ ಅಧಿಕಾರವನ್ನು ಸ್ವೀಕರಿಸಿದರು. ಮಿತ್ತಲ್ ಅವರು 1996 ರಲ್ಲಿ ಐ.ಆರ್.ಎ.ಎಸ್ ಸೇವೆಗೆ ಸೇರಿದರು. ಅವರು ಪ್ರತಿಷ್ಠಿತ ಭಾರತೀಯ ತಂತ್ರಜ್ಞಾನ ಸಂಸ್ಥೆಯಿಂದ (ಐಐಟಿ) ಪದವಿ ಪಡೆದಿದ್ದಾರೆ. ದೆಹಲಿ ವಿಶ್ವವಿದ್ಯಾಲಯದ ಲಾ ಕ್ಯಾಂಪಸ್‌ನಿಂದ ಕಾನೂನು ಪದವಿ ಮತ್ತು ಸಾರ್ವಜನಿಕ ನೀತಿ ವಿಷಯದಲ್ಲಿ ಸ್ನಾತಕೋತ್ತರ ಪದವಿಯನ್ನು ಪಡೆದಿದ್ದಾರೆ. ಮೈಸೂರು ವಿಭಾಗದ ಅಧಿಕಾರಿಗಳು ಮತ್ತು ಸಿಬ್ಬಂದಿ ಮುದಿತ್ ಮಿತ್ತಲ್ ಅವರಿಗೆ (604, 1101, 764, 1234)
melukote-body-col2: ಫಲ, ಬೆಳ್ಳಿ, ಅಮೃತ, ನ್ಯಾಯವನ್ನು, ಎಲ್ಲ ಕುಟುಂಬಗಳಿಗೆ ಯಶಸ್ಸು ಬರುವಂತೆ ಮಂಡ್ಯ ಜಿಲ್ಲೆಯ ಜನರು ದೇವರಲ್ಲಿ ಪ್ರಾರ್ಥಿಸಿದರು. ಮೇಲುಕೋಟೆ ಶ್ರೀ ಚೆಲುವನಾರಾಯಣ ಸ್ವಾಮಿ ಸನ್ನಿಧಿಯಲ್ಲಿ ಸೋಮವಾರ ರಾತ್ರಿ ವಿಶೇಷ ಪೂಜೆ ಸಲ್ಲಿಸಲಾಯಿತು. ವೈರಮುಡಿ ಅಲಂಕಾರದೊಂದಿಗೆ ಸ್ವಾಮಿಯ ಉತ್ಸವ ನೆರವೇರಿತು. ಲಕ್ಷಾಂತರ ಭಕ್ತರು ವೈರಮುಡಿ ಉತ್ಸವ ಕಣ್ತುಂಬಿಕೊಂಡರು. ಒಂದೂವರೆ ಲಕ್ಷ ಭಕ್ತರು ಆಗಮಿಸಿದ್ದು, ವೈರಮುಡಿ ಉತ್ಸವಕ್ಕೆ ಬಂದ ಭಕ್ತರಿಗೆ ಉಚಿತ ಬಸ್ ವ್ಯವಸ್ಥೆ, ಊಟ, ಕುಡಿಯುವ ನೀರು ಒದಗಿಸಲಾಗಿತ್ತು. ಭಕ್ತರ ಅನುಕೂಲಕ್ಕಾಗಿ ಸಾರಿಗೆ ಸಂಸ್ಥೆ ವತಿಯಿಂದ ಹೆಚ್ಚುವರಿ ಬಸ್ ವ್ಯವಸ್ಥೆ ಮಾಡಲಾಗಿದೆ. ರಾತ್ರಿ 11 ಗಂಟೆಗೆ ತೆರಳಿ ನಂತರ ಪೂಜೆ ನಡೆಯಲಿದೆ. ಸಂಜೆ 6.30 ಕ್ಕೆ ಗರುಡೋತ್ಸವ ನಡೆಯಿತು. ಏ.12 ರಂದು ರಥೋತ್ಸವ, ಏ.11 ರಂದು ತೆಪ್ಪೋತ್ಸವ ನಡೆಯಲಿದೆ ಎಂದು ಅಧಿಕಾರಿಗಳು ತಿಳಿಸಿದರು. (764, 347, 922, 502)
lead-photo-art (210, 170, 388, 288)
globe-icon (209, 57, 217, 65)
vc-headline: ವಿ.ಸಿ. ನಾಲೆಯಲ್ಲಿ ಮುಳುಗಿ ಮೂವರು ಮಕ್ಕಳ ಸಾವು (602, 1320, 922, 1344)
hd-photo-art (768, 826, 922, 938)
lead-body-col1: •ಸುದ್ದಿಮೂಲ ವಾರ್ತೆ, ಬೆಂಗಳೂರು, ಏ.7: ಬೆಂಗಳೂರಿನ ರಸ್ತೆಗಳ ಗುಣಮಟ್ಟ ಹೆಚ್ಚಿಸಲು ನಗರದ 1600 ಕಿ.ಮೀ ನಷ್ಟು ಬ್ಲಾಕ್ ಮತ್ತು ವೈಟ್ ಟಾಪಿಂಗ್ ಮಾಡಲಾಗುತ್ತಿದೆ ಎಂದು ಡಿಸಿಎಂ ಡಿ.ಕೆ. ಶಿವಕುಮಾರ್ ತಿಳಿಸಿದರು. ಬಿಬಿಎಂಪಿ ವ್ಯಾಪ್ತಿಯಲ್ಲಿ ನಗರದ 10 ವಿಧಾನಸಭಾ ಕ್ಷೇತ್ರಗಳಲ್ಲಿ ಬೆಂಗಳೂರು ನಡಿಗೆ ನಡೆಸಿದ ಅವರು ರಸ್ತೆಗಳ ಡಾಂಬರೀಕರಣ ಕಾಮಗಾರಿಗಳ ಭೂಮಿ ಪೂಜೆಯನ್ನು ಸೋಮವಾರ ನೆರವೇರಿಸಿದರು. ಈ ವೇಳೆ ಮಾಧ್ಯಮಗಳಿಗೆ ಮಾಹಿತಿ ನೀಡಿದ ಅವರು, ಬೆಂಗಳೂರು ನಗರದ ವಿವಿಧ ರಂಚಿಕಾರ್ಯಕ್ರಮಗಳನ್ನು ನೆರವೇರಿಸಲಾಗಿದೆ. ಸೋಮವಾರ ಒಂದೇ ದಿನ 10 ಕಡೆಗಳಲ್ಲಿ ಬ್ಲಾಕ್ ಟಾಪಿಂಗ್ ಕಾಮಗಾರಿಗೆ ಚಾಲನೆ ನೀಡಲಾಗಿದೆ. ಬೆಂಗಳೂರು ನಗರದಲ್ಲಿ ಒಟ್ಟು 1600 ಕಿ.ಮೀ ರಸ್ತೆಗೆ ವೈಟ್ ಟಾಪಿಂಗ್ ಹಾಗೂ ಬ್ಲಾಕ್ ಟಾಪಿಂಗ್ ಕಾರ್ಯಕ್ರಮ ರೂಪಿಸಲಾಗಿದೆ. ಈ ಹಿಂದೆ 196 ಕಿ.ಮೀ ಉದ್ದದ ರಸ್ತೆ ಕಾಮಗಾರಿ ಕೈಗೊಳ್ಳಲಾಗಿತ್ತು. ಇದು ಸುಮಾರು 450 ಕಿ.ಮೀ ಉದ್ದದ ರಸ್ತೆಗೆ ಕಾಮಗಾರಿ ಮಾಡಲಾಗುತ್ತಿದೆ. ಇನ್ನು 350 ಕಿ.ಮೀ ಉದ್ದದ ಕಾಮಗಾರಿ ಡಿಫೆಕ್ಟ್ ಲಯಬಿಲಿಟಿ ಪಿರಿಯಡ್ (ಡಿಎಲ್‌ಪಿ) ಯಲ್ಲಿ ಬಾಕಿ ಉಳಿದಿದ್ದು, ಇದರ ಹಿನ್ನೆಲೆಯಲ್ಲಿ ಇನ್ನು ಕೆಲ ಕಾಲ ಈ ರಸ್ತೆಗಳಲ್ಲಿ ಹಾನಿಯಾದರೆ ಗುತ್ತಿಗೆದಾರರೇ ಅದನ್ನು (28, 171, 204, 360)
footer-rule (25, 1447, 923, 1449)
masthead (25, 52, 926, 94)
lakes-headline-2: ನೀರು ತುಂಬಿಸಲು ಡಿಕೆಶಿ ಸೂಚನೆ (74, 480, 210, 495)
